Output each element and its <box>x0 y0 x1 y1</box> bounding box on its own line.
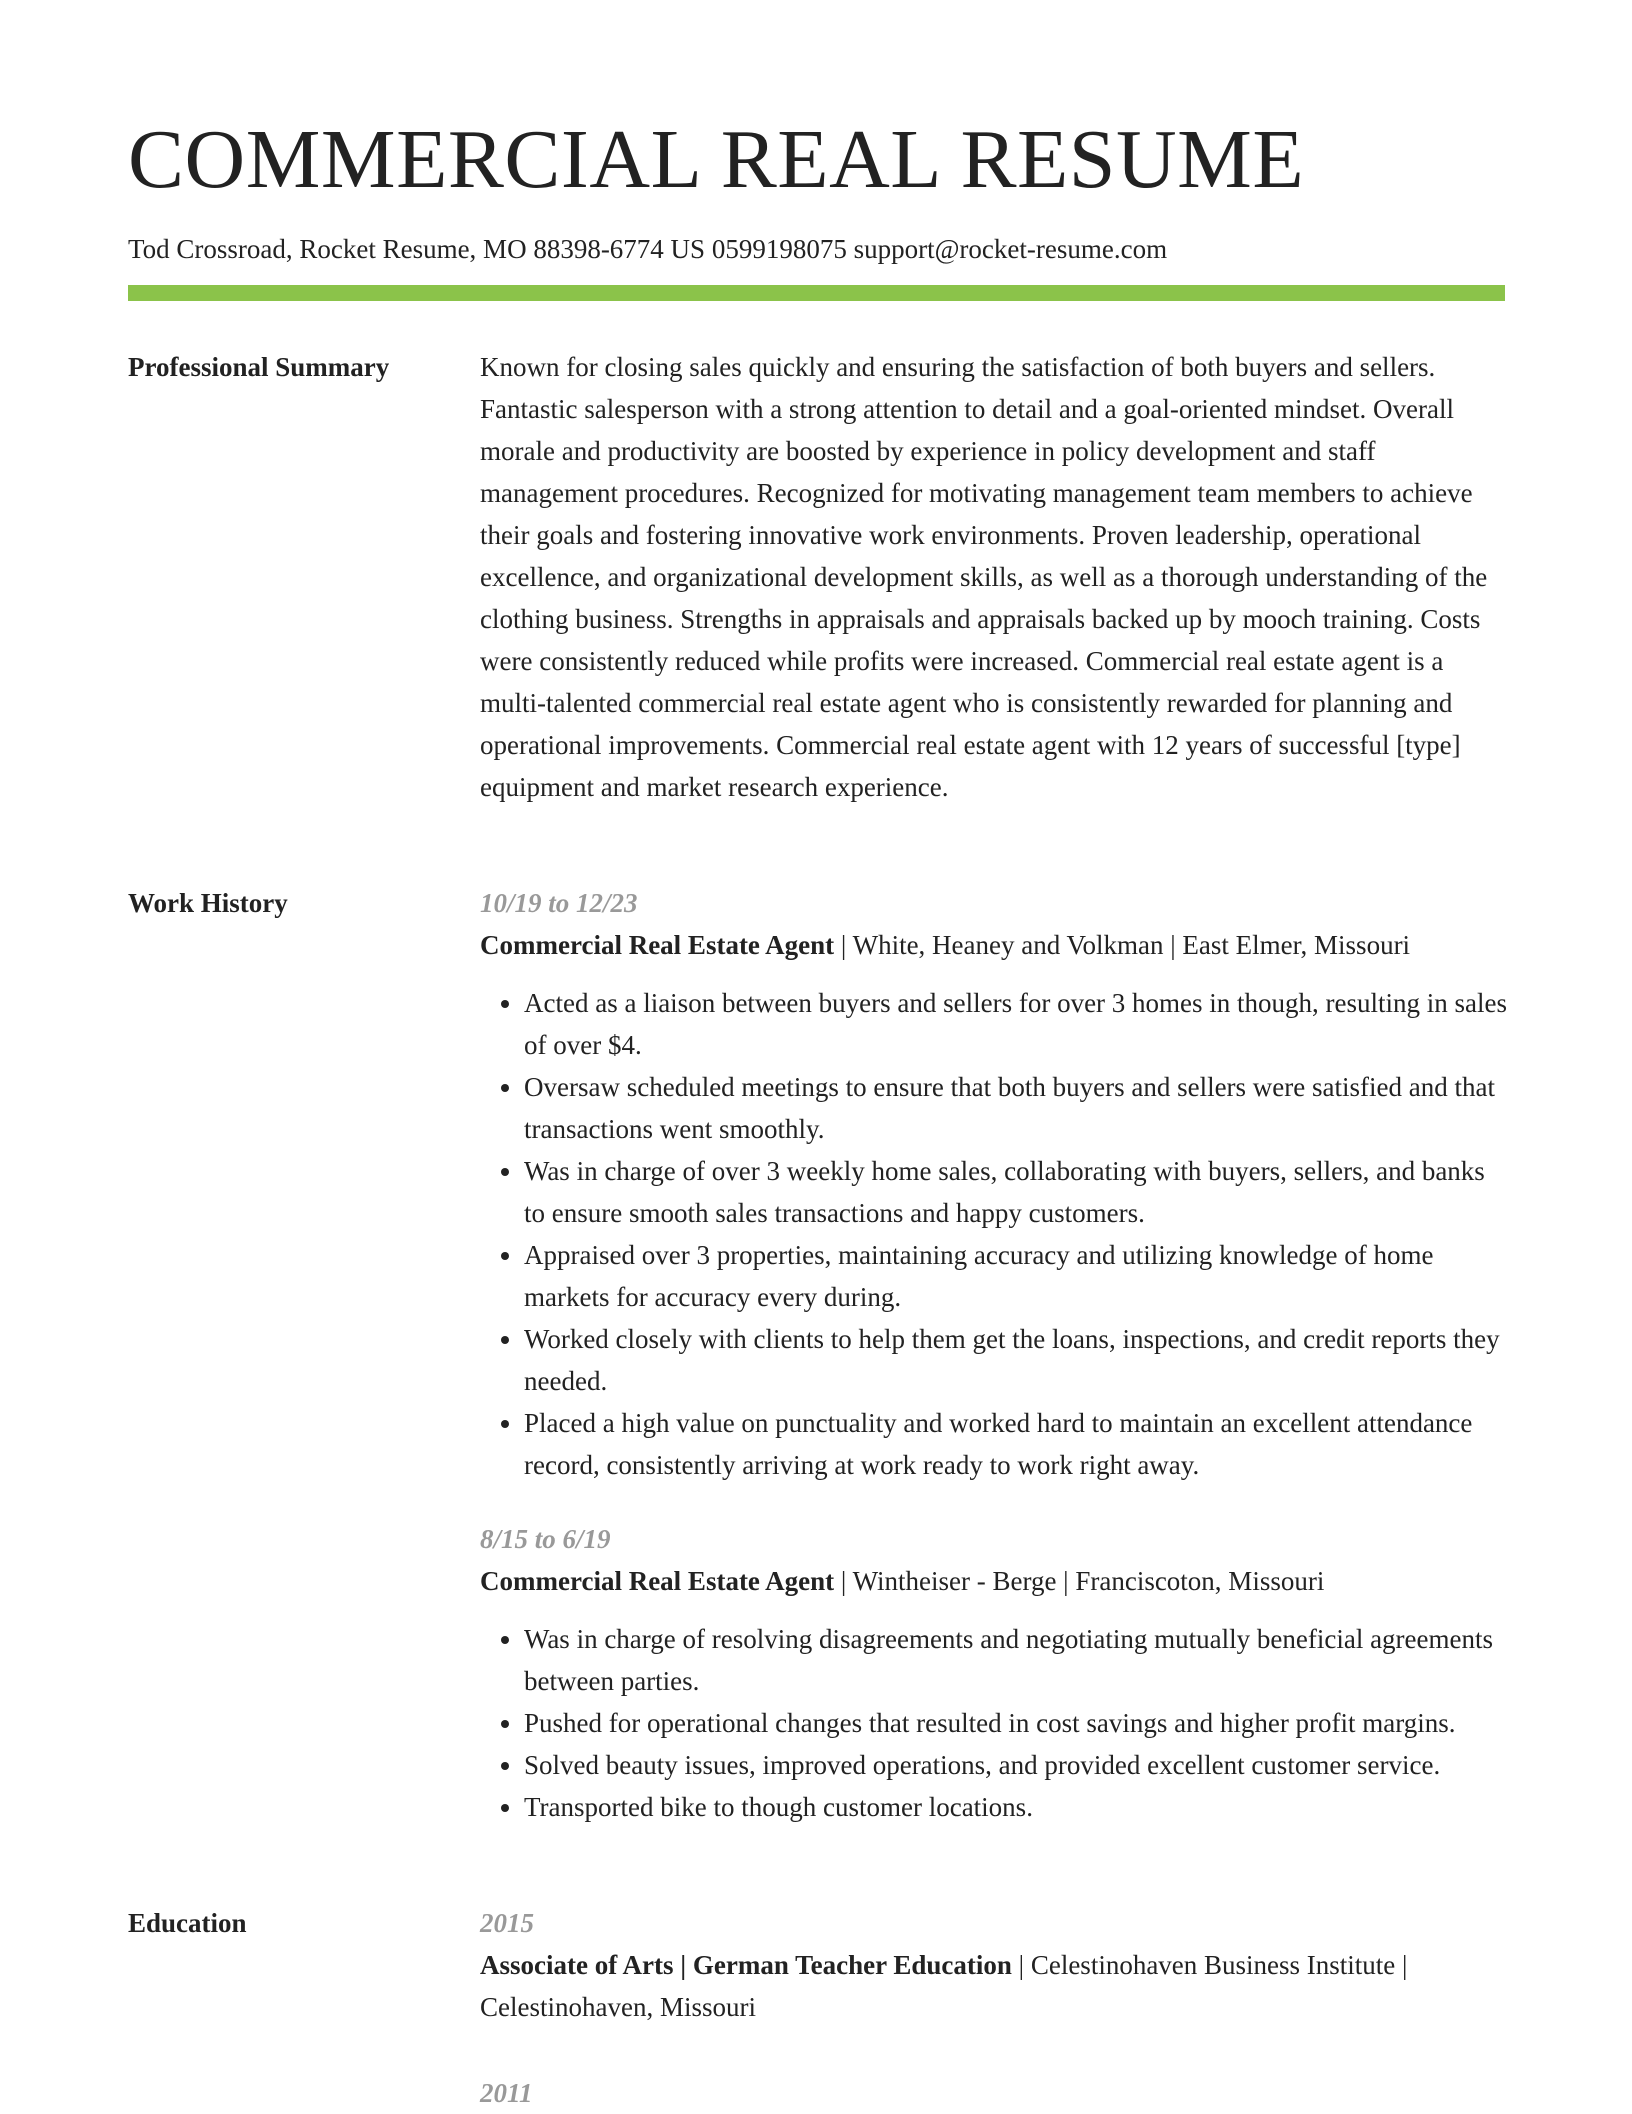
section-label-education: Education <box>128 1908 247 1938</box>
job-role-line <box>480 1560 1508 1602</box>
job-bullet-list <box>480 1618 1508 1828</box>
job-bullet: • Was in charge of resolving disagreements and negotiating mutually beneficial agreements between parties. <box>524 1618 1508 1702</box>
job-bullet: • Worked closely with clients to help them get the loans, inspections, and credit reports they needed. <box>524 1318 1508 1402</box>
education-year: 2011 <box>480 2078 533 2108</box>
header-divider <box>128 285 1505 301</box>
education-year: 2015 <box>480 1908 534 1938</box>
summary-body <box>480 346 1508 808</box>
job-entry <box>480 882 1508 1486</box>
education-school-location: | Celestinohaven Business Institute | Celestinohaven, Missouri <box>480 1950 1408 2022</box>
job-role-line <box>480 924 1508 966</box>
job-bullet: • Solved beauty issues, improved operations, and provided excellent customer service. <box>524 1744 1508 1786</box>
job-employer-location: | White, Heaney and Volkman | East Elmer, Missouri <box>834 930 1411 960</box>
section-label-work-history: Work History <box>128 888 288 918</box>
job-bullet: • Acted as a liaison between buyers and sellers for over 3 homes in though, resulting in sales of over $4. <box>524 982 1508 1066</box>
job-dates: 8/15 to 6/19 <box>480 1524 611 1554</box>
summary-text: Known for closing sales quickly and ensuring the satisfaction of both buyers and sellers. Fantastic salesperson with a strong attention to detail and a goal-oriented mindset. Overall morale and productivity are boosted by experience in policy development and staff management procedures. Recognized for motivating management team members to achieve their goals and fostering innovative work environments. Proven leadership, operational excellence, and organizational development skills, as well as a thorough understanding of the clothing business. Strengths in appraisals and appraisals backed up by mooch training. Costs were consistently reduced while profits were increased. Commercial real estate agent is a multi-talented commercial real estate agent who is consistently rewarded for planning and operational improvements. Commercial real estate agent with 12 years of successful [type] equipment and market research experience. <box>480 352 1488 802</box>
education-degree: Associate of Arts | German Teacher Education <box>480 1950 1012 1980</box>
job-title: Commercial Real Estate Agent <box>480 1566 835 1596</box>
job-title: Commercial Real Estate Agent <box>480 930 835 960</box>
job-entry <box>480 1518 1508 1828</box>
job-dates: 10/19 to 12/23 <box>480 888 638 918</box>
section-label-summary: Professional Summary <box>128 352 390 382</box>
job-bullet: • Oversaw scheduled meetings to ensure that both buyers and sellers were satisfied and that transactions went smoothly. <box>524 1066 1508 1150</box>
job-bullet: • Was in charge of over 3 weekly home sales, collaborating with buyers, sellers, and banks to ensure smooth sales transactions and happy customers. <box>524 1150 1508 1234</box>
resume-title: COMMERCIAL REAL RESUME <box>128 113 1305 206</box>
education-entry <box>480 1902 1508 2028</box>
job-employer-location: | Wintheiser - Berge | Franciscoton, Missouri <box>834 1566 1325 1596</box>
contact-line: Tod Crossroad, Rocket Resume, MO 88398-6774 US 0599198075 support@rocket-resume.com <box>128 234 1168 264</box>
job-bullet: • Appraised over 3 properties, maintaining accuracy and utilizing knowledge of home markets for accuracy every during. <box>524 1234 1508 1318</box>
job-bullet: • Transported bike to though customer locations. <box>524 1786 1508 1828</box>
job-bullet: • Pushed for operational changes that resulted in cost savings and higher profit margins. <box>524 1702 1508 1744</box>
job-bullet-list <box>480 982 1508 1486</box>
education-degree-line <box>480 1944 1508 2028</box>
job-bullet: • Placed a high value on punctuality and worked hard to maintain an excellent attendance record, consistently arriving at work ready to work right away. <box>524 1402 1508 1486</box>
education-entry <box>480 2072 1508 2114</box>
